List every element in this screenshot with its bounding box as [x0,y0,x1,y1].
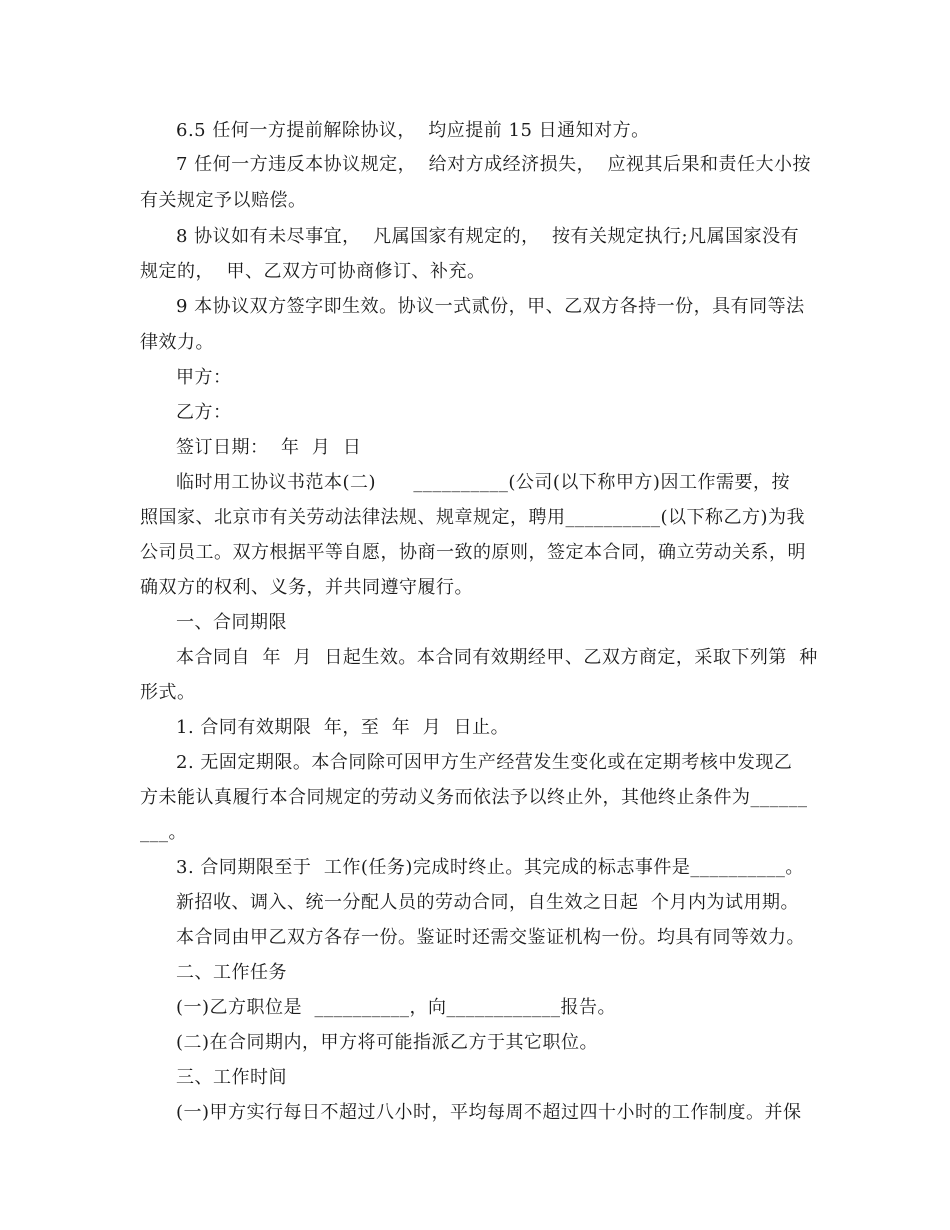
term-paragraph: 本合同自 年 月 日起生效。本合同有效期经甲、乙双方商定，采取下列第 种 [176,647,818,668]
section-heading-tasks: 二、工作任务 [176,962,287,983]
term-paragraph-cont: 形式。 [140,682,196,703]
term-item-3: 3. 合同期限至于 工作(任务)完成时终止。其完成的标志事件是__________。 [176,857,804,878]
party-b-label: 乙方： [176,402,232,423]
paragraph-9: 9 本协议双方签字即生效。协议一式贰份，甲、乙双方各持一份，具有同等法 [176,296,805,317]
paragraph-8: 8 协议如有未尽事宜， 凡属国家有规定的， 按有关规定执行;凡属国家没有 [176,226,800,247]
paragraph-9-cont: 律效力。 [140,332,214,353]
sample-two-title: 临时用工协议书范本(二) __________(公司(以下称甲方)因工作需要，按 [176,472,790,493]
term-item-2: 2. 无固定期限。本合同除可因甲方生产经营发生变化或在定期考核中发现乙 [176,752,793,773]
task-item-1: (一)乙方职位是 __________，向____________报告。 [176,997,616,1018]
intro-line-3: 公司员工。双方根据平等自愿，协商一致的原则，签定本合同，确立劳动关系，明 [140,542,806,563]
term-item-2-end: ___。 [140,822,187,843]
term-item-1: 1. 合同有效期限 年，至 年 月 日止。 [176,717,510,738]
signing-date-label: 签订日期： 年 月 日 [176,437,362,458]
copies-paragraph: 本合同由甲乙双方各存一份。鉴证时还需交鉴证机构一份。均具有同等效力。 [176,927,805,948]
paragraph-8-cont: 规定的， 甲、乙双方可协商修订、补充。 [140,261,486,282]
party-a-label: 甲方： [176,367,232,388]
intro-line-2: 照国家、北京市有关劳动法律法规、规章规定，聘用__________(以下称乙方)为我 [140,507,806,528]
section-heading-term: 一、合同期限 [176,612,287,633]
term-item-2-cont: 方未能认真履行本合同规定的劳动义务而依法予以终止外，其他终止条件为______ [140,787,808,808]
hours-item-1: (一)甲方实行每日不超过八小时，平均每周不超过四十小时的工作制度。并保 [176,1102,802,1123]
paragraph-6-5: 6.5 任何一方提前解除协议， 均应提前 15 日通知对方。 [176,120,650,141]
paragraph-7: 7 任何一方违反本协议规定， 给对方成经济损失， 应视其后果和责任大小按 [176,154,812,175]
probation-paragraph: 新招收、调入、统一分配人员的劳动合同，自生效之日起 个月内为试用期。 [176,892,799,913]
section-heading-hours: 三、工作时间 [176,1067,287,1088]
task-item-2: (二)在合同期内，甲方将可能指派乙方于其它职位。 [176,1032,599,1053]
intro-line-4: 确双方的权利、义务，并共同遵守履行。 [140,577,473,598]
paragraph-7-cont: 有关规定予以赔偿。 [140,190,307,211]
